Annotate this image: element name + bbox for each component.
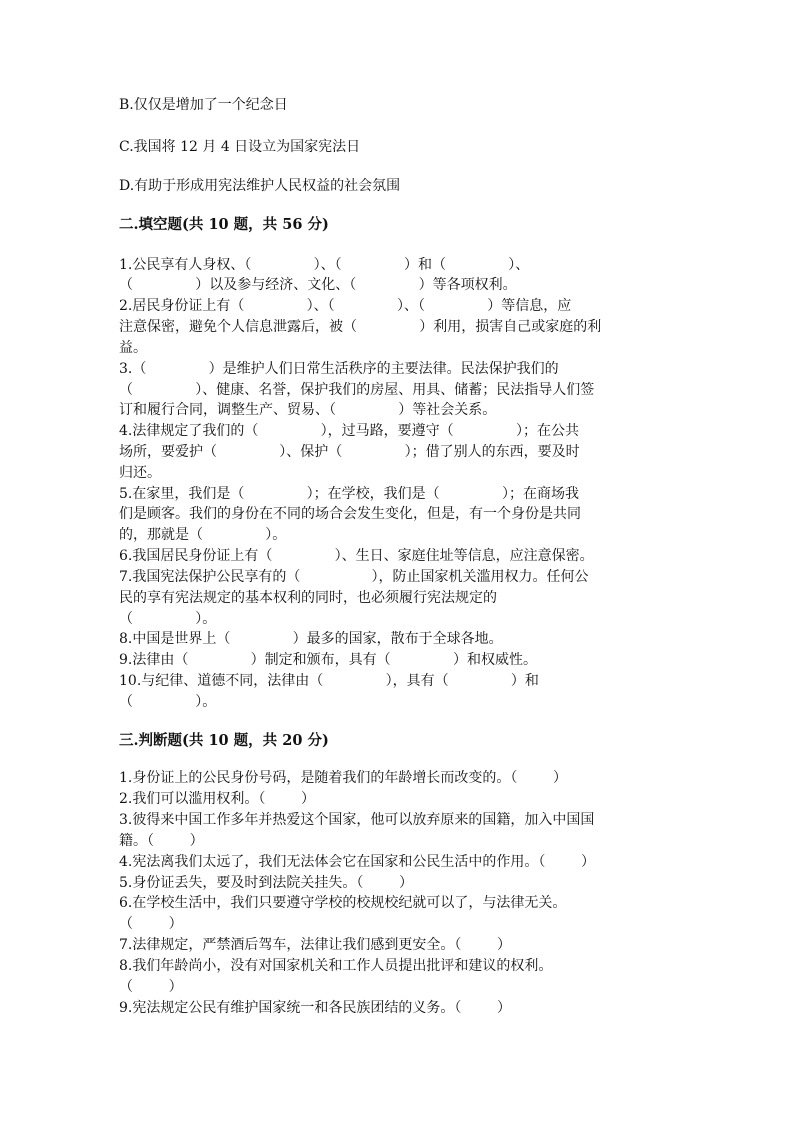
fill-line: （ ）以及参与经济、文化、（ ）等各项权利。 — [119, 277, 517, 293]
judge-line: 9.宪法规定公民有维护国家统一和各民族团结的义务。（ ） — [119, 1000, 511, 1016]
judge-line: 5.身份证丢失，要及时到法院关挂失。（ ） — [119, 875, 413, 891]
judge-line: 籍。（ ） — [119, 833, 204, 849]
fill-line: 民的享有宪法规定的基本权利的同时，也必须履行宪法规定的 — [119, 590, 497, 606]
fill-line: 场所，要爱护（ ）、保护（ ）；借了别人的东西，要及时 — [119, 444, 580, 460]
fill-line: 9.法律由（ ）制定和颁布，具有（ ）和权威性。 — [119, 652, 537, 668]
judge-line: 7.法律规定，严禁酒后驾车，法律让我们感到更安全。（ ） — [119, 937, 511, 953]
judge-section-heading: 三.判断题(共 10 题，共 20 分) — [119, 732, 329, 749]
option-b: B.仅仅是增加了一个纪念日 — [119, 97, 288, 113]
fill-line: 订和履行合同，调整生产、贸易、（ ）等社会关系。 — [119, 402, 497, 418]
judge-line: 3.彼得来中国工作多年并热爱这个国家，他可以放弃原来的国籍，加入中国国 — [119, 812, 595, 828]
fill-line: 2.居民身份证上有（ ）、（ ）、（ ）等信息，应 — [119, 298, 572, 314]
fill-line: 6.我国居民身份证上有（ ）、生日、家庭住址等信息，应注意保密。 — [119, 548, 594, 564]
judge-line: 6.在学校生活中，我们只要遵守学校的校规校纪就可以了，与法律无关。 — [119, 895, 567, 911]
fill-line: （ ）。 — [119, 611, 217, 627]
fill-line: 4.法律规定了我们的（ ），过马路，要遵守（ ）；在公共 — [119, 423, 579, 439]
fill-line: 8.中国是世界上（ ）最多的国家，散布于全球各地。 — [119, 631, 503, 647]
fill-line: 们是顾客。我们的身份在不同的场合会发生变化，但是，有一个身份是共同 — [119, 506, 581, 522]
option-c: C.我国将 12 月 4 日设立为国家宪法日 — [119, 139, 361, 155]
judge-line: 8.我们年龄尚小，没有对国家机关和工作人员提出批评和建议的权利。 — [119, 958, 553, 974]
fill-line: 10.与纪律、道德不同，法律由（ ），具有（ ）和 — [119, 673, 539, 689]
fill-section-heading: 二.填空题(共 10 题，共 56 分) — [119, 216, 329, 233]
fill-line: 3.（ ）是维护人们日常生活秩序的主要法律。民法保护我们的 — [119, 361, 559, 377]
fill-line: 注意保密，避免个人信息泄露后，被（ ）利用，损害自己或家庭的利 — [119, 319, 602, 335]
option-d: D.有助于形成用宪法维护人民权益的社会氛围 — [119, 178, 401, 194]
judge-line: 1.身份证上的公民身份号码，是随着我们的年龄增长而改变的。（ ） — [119, 770, 567, 786]
judge-line: （ ） — [119, 979, 183, 995]
judge-line: （ ） — [119, 916, 183, 932]
judge-line: 4.宪法离我们太远了，我们无法体会它在国家和公民生活中的作用。（ ） — [119, 854, 595, 870]
fill-line: 归还。 — [119, 465, 161, 481]
fill-line: 的，那就是（ ）。 — [119, 527, 287, 543]
fill-line: （ ）、健康、名誉，保护我们的房屋、用具、储蓄；民法指导人们签 — [119, 382, 595, 398]
fill-line: 1.公民享有人身权、（ ）、（ ）和（ ）、 — [119, 257, 530, 273]
judge-line: 2.我们可以滥用权利。（ ） — [119, 791, 315, 807]
fill-line: （ ）。 — [119, 694, 217, 710]
fill-line: 5.在家里，我们是（ ）；在学校，我们是（ ）；在商场我 — [119, 486, 579, 502]
fill-line: 7.我国宪法保护公民享有的（ ），防止国家机关滥用权力。任何公 — [119, 569, 589, 585]
fill-line: 益。 — [119, 340, 147, 356]
